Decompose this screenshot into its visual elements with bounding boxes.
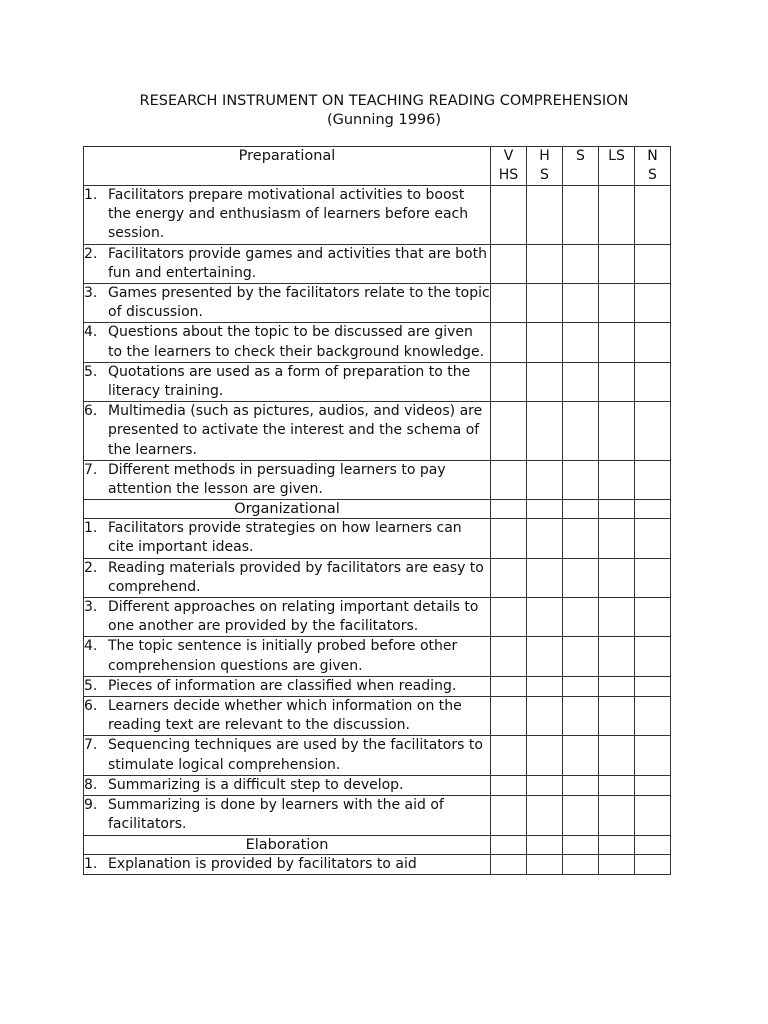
rating-header: LS [599,147,635,186]
item-number: 1. [84,187,98,203]
rating-header: S [563,147,599,186]
section-header-row [84,500,671,519]
item-cell [84,244,491,283]
section-heading: Elaboration [84,835,491,854]
item-rating-cell-5[interactable] [635,736,671,775]
item-rating-cell-1[interactable] [491,676,527,696]
item-rating-cell-3[interactable] [563,775,599,795]
item-rating-cell-2[interactable] [527,697,563,736]
item-rating-cell-2[interactable] [527,284,563,323]
item-rating-cell-2[interactable] [527,460,563,499]
table-row [84,697,671,736]
item-rating-cell-5[interactable] [635,796,671,835]
item-rating-cell-3[interactable] [563,697,599,736]
item-rating-cell-2[interactable] [527,736,563,775]
item-rating-cell-5[interactable] [635,697,671,736]
item-rating-cell-4[interactable] [599,854,635,874]
item-statement: The topic sentence is initially probed before other comprehension questions are given. [108,638,458,674]
item-rating-cell-5[interactable] [635,284,671,323]
section-header-row [84,147,671,186]
item-statement: Learners decide whether which information on the reading text are relevant to the discussion. [108,698,462,734]
table-row [84,558,671,597]
item-statement: Explanation is provided by facilitators to aid [108,855,417,872]
table-row [84,854,671,874]
item-rating-cell-5[interactable] [635,637,671,676]
item-statement: Summarizing is done by learners with the aid of facilitators. [108,797,444,833]
table-row [84,736,671,775]
item-statement: Facilitators provide strategies on how learners can cite important ideas. [108,520,462,556]
item-rating-cell-3[interactable] [563,519,599,558]
item-number: 7. [84,737,98,754]
section-2-rating-cell-3[interactable] [563,500,599,519]
item-cell [84,775,491,795]
item-rating-cell-1[interactable] [491,244,527,283]
item-number: 3. [84,599,98,616]
item-rating-cell-5[interactable] [635,519,671,558]
item-rating-cell-2[interactable] [527,854,563,874]
item-rating-cell-4[interactable] [599,637,635,676]
section-2-rating-cell-1[interactable] [491,500,527,519]
item-rating-cell-4[interactable] [599,323,635,362]
item-rating-cell-2[interactable] [527,676,563,696]
item-rating-cell-1[interactable] [491,558,527,597]
item-rating-cell-3[interactable] [563,323,599,362]
item-statement: Different methods in persuading learners to pay attention the lesson are given. [108,461,446,498]
section-3-rating-cell-2[interactable] [527,835,563,854]
item-cell [84,736,491,775]
item-rating-cell-1[interactable] [491,854,527,874]
rating-header: V HS [491,147,527,186]
item-statement: Questions about the topic to be discussed are given to the learners to check their background knowledge. [108,324,485,360]
section-2-rating-cell-5[interactable] [635,500,671,519]
item-statement: Reading materials provided by facilitators are easy to comprehend. [108,559,484,595]
item-rating-cell-4[interactable] [599,775,635,795]
item-rating-cell-3[interactable] [563,402,599,461]
item-rating-cell-1[interactable] [491,323,527,362]
item-statement: Pieces of information are classified when reading. [108,677,457,694]
table-row [84,362,671,401]
item-rating-cell-1[interactable] [491,186,527,245]
item-rating-cell-3[interactable] [563,284,599,323]
section-2-rating-cell-4[interactable] [599,500,635,519]
item-rating-cell-3[interactable] [563,676,599,696]
item-rating-cell-4[interactable] [599,736,635,775]
item-rating-cell-3[interactable] [563,637,599,676]
table-row [84,402,671,461]
item-cell [84,637,491,676]
table-row [84,460,671,499]
item-statement: Sequencing techniques are used by the facilitators to stimulate logical comprehension. [108,737,483,773]
item-rating-cell-4[interactable] [599,362,635,401]
item-number: 6. [84,403,98,420]
item-statement: Facilitators prepare motivational activities to boost the energy and enthusiasm of learners before each session. [108,187,469,242]
item-rating-cell-5[interactable] [635,558,671,597]
table-row [84,323,671,362]
item-number: 4. [84,638,98,655]
item-rating-cell-5[interactable] [635,362,671,401]
section-header-row [84,835,671,854]
item-rating-cell-4[interactable] [599,186,635,245]
item-number: 7. [84,461,98,478]
item-rating-cell-1[interactable] [491,284,527,323]
item-rating-cell-2[interactable] [527,637,563,676]
section-heading: Organizational [84,500,491,519]
item-rating-cell-5[interactable] [635,323,671,362]
section-3-rating-cell-1[interactable] [491,835,527,854]
item-rating-cell-1[interactable] [491,697,527,736]
item-rating-cell-2[interactable] [527,558,563,597]
rating-header: N S [635,147,671,186]
section-heading: Preparational [84,147,491,186]
item-rating-cell-4[interactable] [599,402,635,461]
item-rating-cell-4[interactable] [599,460,635,499]
item-rating-cell-2[interactable] [527,796,563,835]
item-rating-cell-1[interactable] [491,402,527,461]
item-rating-cell-2[interactable] [527,244,563,283]
item-rating-cell-3[interactable] [563,244,599,283]
item-rating-cell-4[interactable] [599,244,635,283]
item-rating-cell-3[interactable] [563,598,599,637]
item-statement: Quotations are used as a form of preparation to the literacy training. [108,363,471,400]
item-cell [84,519,491,558]
item-rating-cell-5[interactable] [635,854,671,874]
item-number: 8. [84,776,98,793]
item-statement: Summarizing is a difficult step to develop. [108,776,404,793]
document-title: RESEARCH INSTRUMENT ON TEACHING READING COMPREHENSION [139,93,629,109]
item-rating-cell-3[interactable] [563,854,599,874]
table-row [84,676,671,696]
item-rating-cell-1[interactable] [491,519,527,558]
item-rating-cell-2[interactable] [527,402,563,461]
item-rating-cell-3[interactable] [563,186,599,245]
item-cell [84,697,491,736]
item-rating-cell-4[interactable] [599,697,635,736]
item-cell [84,676,491,696]
item-number: 6. [84,698,98,715]
item-cell [84,598,491,637]
item-cell [84,323,491,362]
item-rating-cell-4[interactable] [599,558,635,597]
item-rating-cell-2[interactable] [527,186,563,245]
item-rating-cell-4[interactable] [599,676,635,696]
item-rating-cell-3[interactable] [563,362,599,401]
item-rating-cell-2[interactable] [527,775,563,795]
section-2-rating-cell-2[interactable] [527,500,563,519]
item-number: 1. [84,520,98,537]
section-3-rating-cell-4[interactable] [599,835,635,854]
item-rating-cell-1[interactable] [491,362,527,401]
item-cell [84,186,491,245]
table-row [84,519,671,558]
item-rating-cell-2[interactable] [527,519,563,558]
rating-table [83,146,671,875]
table-row [84,796,671,835]
item-rating-cell-2[interactable] [527,362,563,401]
item-number: 5. [84,363,98,380]
item-rating-cell-1[interactable] [491,775,527,795]
item-rating-cell-5[interactable] [635,244,671,283]
table-row [84,186,671,245]
item-rating-cell-1[interactable] [491,637,527,676]
item-number: 2. [84,559,98,576]
item-rating-cell-5[interactable] [635,460,671,499]
item-number: 5. [84,677,98,694]
item-rating-cell-5[interactable] [635,186,671,245]
section-3-rating-cell-5[interactable] [635,835,671,854]
item-rating-cell-1[interactable] [491,598,527,637]
section-3-rating-cell-3[interactable] [563,835,599,854]
table-row [84,637,671,676]
item-rating-cell-3[interactable] [563,460,599,499]
item-rating-cell-1[interactable] [491,796,527,835]
item-cell [84,558,491,597]
item-statement: Facilitators provide games and activities that are both fun and entertaining. [108,245,487,281]
item-rating-cell-4[interactable] [599,519,635,558]
item-rating-cell-4[interactable] [599,598,635,637]
item-number: 2. [84,245,98,262]
item-rating-cell-2[interactable] [527,323,563,362]
item-rating-cell-4[interactable] [599,796,635,835]
rating-table-body [84,147,671,875]
table-row [84,775,671,795]
item-rating-cell-3[interactable] [563,558,599,597]
item-rating-cell-5[interactable] [635,598,671,637]
item-number: 1. [84,855,98,872]
item-cell [84,284,491,323]
rating-header: H S [527,147,563,186]
item-cell [84,796,491,835]
item-number: 3. [84,285,98,302]
item-rating-cell-1[interactable] [491,736,527,775]
item-rating-cell-5[interactable] [635,402,671,461]
item-cell [84,362,491,401]
item-cell [84,854,491,874]
item-rating-cell-5[interactable] [635,775,671,795]
item-statement: Multimedia (such as pictures, audios, and videos) are presented to activate the interest and the schema of the learners. [108,403,483,458]
item-rating-cell-3[interactable] [563,736,599,775]
item-rating-cell-4[interactable] [599,284,635,323]
item-number: 9. [84,797,98,814]
item-cell [84,460,491,499]
item-rating-cell-5[interactable] [635,676,671,696]
document-subtitle: (Gunning 1996) [326,112,442,128]
item-rating-cell-1[interactable] [491,460,527,499]
item-statement: Different approaches on relating important details to one another are provided by the facilitators. [108,599,479,635]
table-row [84,598,671,637]
table-row [84,284,671,323]
item-statement: Games presented by the facilitators relate to the topic of discussion. [108,285,490,321]
table-row [84,244,671,283]
item-rating-cell-3[interactable] [563,796,599,835]
item-rating-cell-2[interactable] [527,598,563,637]
item-number: 4. [84,324,98,341]
item-cell [84,402,491,461]
